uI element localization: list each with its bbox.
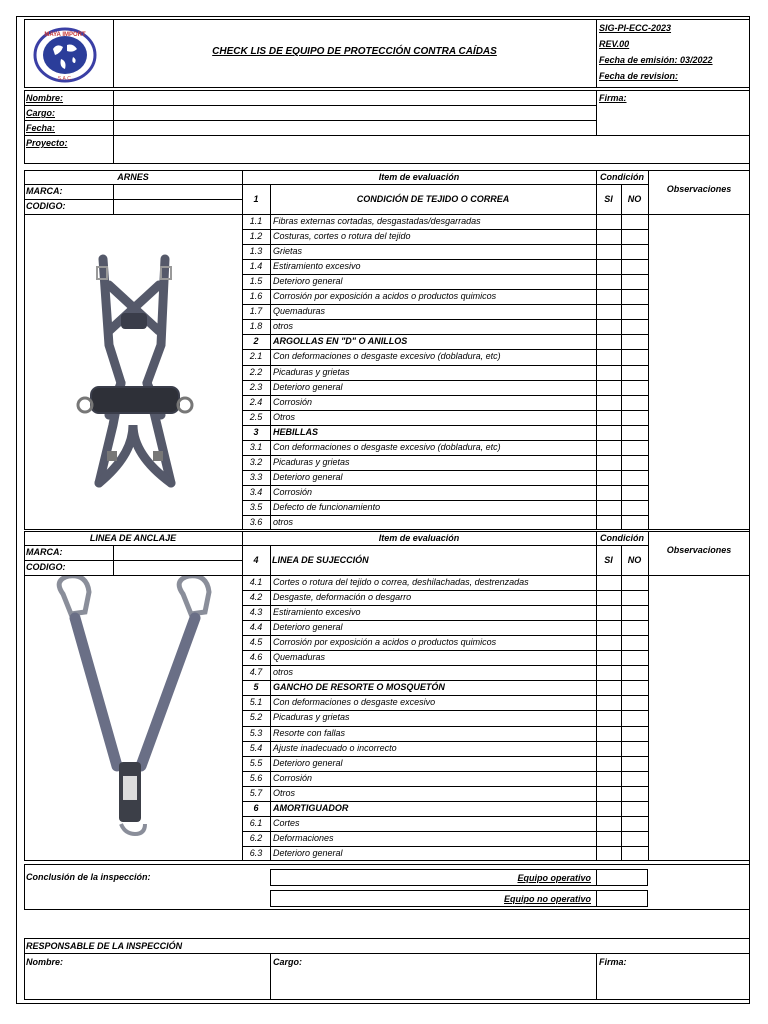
- item-description: Con deformaciones o desgaste excesivo (dobladura, etc): [273, 351, 501, 362]
- item-number: 6.2: [249, 832, 263, 843]
- proyecto-label: Proyecto:: [26, 138, 68, 148]
- item-number: 1.8: [249, 321, 263, 332]
- no-operativo-label: Equipo no operativo: [504, 894, 591, 904]
- si-checkbox-cell[interactable]: [597, 305, 620, 318]
- item-number: 2.2: [249, 366, 263, 377]
- item-description: Estiramiento excesivo: [273, 261, 361, 272]
- no-checkbox-cell[interactable]: [622, 381, 647, 394]
- no-checkbox-cell[interactable]: [622, 275, 647, 288]
- nombre-label: Nombre:: [26, 93, 64, 103]
- revision-date: Fecha de revision:: [599, 71, 679, 81]
- item-description: Deterioro general: [273, 276, 343, 287]
- operativo-label: Equipo operativo: [517, 873, 591, 883]
- item-description: otros: [273, 667, 294, 678]
- no-checkbox-cell[interactable]: [622, 305, 647, 318]
- si-checkbox-cell[interactable]: [597, 847, 620, 860]
- item-number: 6: [253, 802, 259, 813]
- si-checkbox-cell[interactable]: [597, 230, 620, 243]
- item-number: 5.5: [249, 757, 263, 768]
- firma-field[interactable]: [597, 106, 749, 134]
- item-description: Deterioro general: [273, 757, 343, 768]
- item-description: Cortes: [273, 817, 300, 828]
- section2-group-title: LINEA DE SUJECCIÓN: [272, 555, 369, 565]
- item-number: 3.6: [249, 517, 263, 528]
- document-title: CHECK LIS DE EQUIPO DE PROTECCIÓN CONTRA CAÍDAS: [212, 46, 497, 57]
- si-checkbox-cell[interactable]: [597, 832, 620, 845]
- si-checkbox-cell[interactable]: [597, 742, 620, 755]
- item-number: 4.3: [249, 607, 263, 618]
- si-checkbox-cell[interactable]: [597, 636, 620, 649]
- item-number: 4.2: [249, 592, 263, 603]
- si-checkbox-cell[interactable]: [597, 441, 620, 454]
- section1-item-header: Item de evaluación: [378, 172, 460, 182]
- document-revision: REV.00: [599, 39, 630, 49]
- item-description: Fibras externas cortadas, desgastadas/desgarradas: [273, 216, 481, 227]
- item-number: 5.7: [249, 787, 263, 798]
- si-checkbox-cell[interactable]: [597, 772, 620, 785]
- si-checkbox-cell[interactable]: [597, 471, 620, 484]
- item-description: Quemaduras: [273, 652, 326, 663]
- fecha-label: Fecha:: [26, 123, 56, 133]
- section2-observations-header: Observaciones: [666, 545, 732, 555]
- section2-group-number: 4: [253, 555, 259, 565]
- section1-observations-header: Observaciones: [666, 184, 732, 194]
- si-checkbox-cell[interactable]: [597, 456, 620, 469]
- nombre-field[interactable]: [114, 91, 595, 104]
- cargo-label: Cargo:: [26, 108, 55, 118]
- section2-item-header: Item de evaluación: [378, 533, 460, 543]
- item-number: 1.2: [249, 231, 263, 242]
- fecha-field[interactable]: [114, 121, 595, 134]
- si-checkbox-cell[interactable]: [597, 501, 620, 514]
- no-checkbox-cell[interactable]: [622, 320, 647, 333]
- section2-no-header: NO: [627, 555, 642, 565]
- item-description: Picaduras y grietas: [273, 366, 350, 377]
- item-number: 3.4: [249, 486, 263, 497]
- item-number: 6.1: [249, 817, 263, 828]
- no-checkbox-cell[interactable]: [622, 471, 647, 484]
- item-number: 2.1: [249, 351, 263, 362]
- no-checkbox-cell[interactable]: [622, 516, 647, 529]
- item-number: 3.3: [249, 471, 263, 482]
- harness-image: [25, 215, 241, 529]
- si-checkbox-cell[interactable]: [597, 260, 620, 273]
- group-heading: HEBILLAS: [273, 426, 318, 437]
- operativo-checkbox[interactable]: [597, 870, 647, 885]
- item-number: 2.3: [249, 381, 263, 392]
- section1-group-title: CONDICIÓN DE TEJIDO O CORREA: [356, 194, 510, 204]
- cargo-field[interactable]: [114, 106, 595, 119]
- responsable-firma-label: Firma:: [599, 957, 627, 967]
- item-description: Corrosión: [273, 396, 313, 407]
- no-checkbox-cell[interactable]: [622, 396, 647, 409]
- section1-condition-header: Condición: [600, 172, 644, 182]
- no-checkbox-cell[interactable]: [622, 696, 647, 709]
- section1-codigo-field[interactable]: [114, 200, 241, 213]
- item-description: Costuras, cortes o rotura del tejido: [273, 231, 411, 242]
- no-checkbox-cell[interactable]: [622, 651, 647, 664]
- logo-text: MAYA IMPORT: [44, 32, 86, 38]
- item-description: Ajuste inadecuado o incorrecto: [273, 742, 397, 753]
- no-operativo-checkbox[interactable]: [597, 891, 647, 906]
- section1-si-header: SI: [604, 194, 613, 204]
- si-checkbox-cell[interactable]: [597, 335, 620, 348]
- item-number: 2.5: [249, 411, 263, 422]
- no-checkbox-cell[interactable]: [622, 817, 647, 830]
- item-description: Con deformaciones o desgaste excesivo (dobladura, etc): [273, 441, 501, 452]
- item-description: Picaduras y grietas: [273, 712, 350, 723]
- item-description: Grietas: [273, 246, 303, 257]
- si-checkbox-cell[interactable]: [597, 396, 620, 409]
- no-checkbox-cell[interactable]: [622, 666, 647, 679]
- no-checkbox-cell[interactable]: [622, 486, 647, 499]
- item-description: Defecto de funcionamiento: [273, 501, 381, 512]
- section2-equipment-title: LINEA DE ANCLAJE: [89, 533, 177, 543]
- si-checkbox-cell[interactable]: [597, 366, 620, 379]
- si-checkbox-cell[interactable]: [597, 802, 620, 815]
- document-code: SIG-PI-ECC-2023: [599, 23, 672, 33]
- item-number: 4.4: [249, 622, 263, 633]
- no-checkbox-cell[interactable]: [622, 441, 647, 454]
- section1-equipment-title: ARNES: [117, 172, 149, 182]
- no-checkbox-cell[interactable]: [622, 847, 647, 860]
- si-checkbox-cell[interactable]: [597, 817, 620, 830]
- si-checkbox-cell[interactable]: [597, 651, 620, 664]
- no-checkbox-cell[interactable]: [622, 591, 647, 604]
- item-description: Deterioro general: [273, 622, 343, 633]
- si-checkbox-cell[interactable]: [597, 711, 620, 724]
- item-description: Picaduras y grietas: [273, 456, 350, 467]
- responsable-cargo-field[interactable]: [271, 969, 595, 999]
- item-number: 2: [253, 336, 259, 347]
- section2-si-header: SI: [604, 555, 613, 565]
- si-checkbox-cell[interactable]: [597, 350, 620, 363]
- no-checkbox-cell[interactable]: [622, 411, 647, 424]
- section1-group-number: 1: [253, 194, 259, 204]
- conclusion-label: Conclusión de la inspección:: [26, 872, 151, 882]
- group-heading: AMORTIGUADOR: [273, 802, 349, 813]
- item-description: Deformaciones: [273, 832, 334, 843]
- si-checkbox-cell[interactable]: [597, 621, 620, 634]
- section2-condition-header: Condición: [600, 533, 644, 543]
- group-heading: GANCHO DE RESORTE O MOSQUETÓN: [273, 682, 445, 693]
- no-checkbox-cell[interactable]: [622, 681, 647, 694]
- no-checkbox-cell[interactable]: [622, 501, 647, 514]
- si-checkbox-cell[interactable]: [597, 486, 620, 499]
- item-description: Otros: [273, 411, 296, 422]
- lanyard-image: [25, 576, 241, 860]
- group-heading: ARGOLLAS EN "D" O ANILLOS: [273, 336, 408, 347]
- item-number: 1.1: [249, 216, 263, 227]
- si-checkbox-cell[interactable]: [597, 320, 620, 333]
- firma-label: Firma:: [599, 93, 627, 103]
- no-checkbox-cell[interactable]: [622, 742, 647, 755]
- si-checkbox-cell[interactable]: [597, 411, 620, 424]
- item-number: 5.2: [249, 712, 263, 723]
- section2-marca-label: MARCA:: [26, 547, 63, 557]
- no-checkbox-cell[interactable]: [622, 787, 647, 800]
- item-number: 1.4: [249, 261, 263, 272]
- item-description: Deterioro general: [273, 471, 343, 482]
- item-number: 5.3: [249, 727, 263, 738]
- si-checkbox-cell[interactable]: [597, 245, 620, 258]
- no-checkbox-cell[interactable]: [622, 215, 647, 228]
- item-number: 1.5: [249, 276, 263, 287]
- item-number: 5.4: [249, 742, 263, 753]
- item-description: Corrosión: [273, 486, 313, 497]
- si-checkbox-cell[interactable]: [597, 681, 620, 694]
- si-checkbox-cell[interactable]: [597, 381, 620, 394]
- item-description: Otros: [273, 787, 296, 798]
- responsable-firma-field[interactable]: [597, 969, 749, 999]
- item-description: otros: [273, 517, 294, 528]
- responsable-title: RESPONSABLE DE LA INSPECCIÓN: [26, 941, 183, 951]
- si-checkbox-cell[interactable]: [597, 787, 620, 800]
- section1-observations-field[interactable]: [649, 215, 749, 529]
- item-number: 1.7: [249, 306, 263, 317]
- no-checkbox-cell[interactable]: [622, 802, 647, 815]
- item-description: Corrosión por exposición a acidos o productos quimicos: [273, 637, 497, 648]
- no-checkbox-cell[interactable]: [622, 230, 647, 243]
- no-checkbox-cell[interactable]: [622, 245, 647, 258]
- item-description: Cortes o rotura del tejido o correa, deshilachadas, destrenzadas: [273, 577, 529, 588]
- item-description: Corrosión por exposición a acidos o productos quimicos: [273, 291, 497, 302]
- item-description: otros: [273, 321, 294, 332]
- item-number: 5: [253, 682, 259, 693]
- no-checkbox-cell[interactable]: [622, 636, 647, 649]
- section2-codigo-label: CODIGO:: [26, 562, 66, 572]
- item-number: 1.3: [249, 246, 263, 257]
- item-description: Deterioro general: [273, 381, 343, 392]
- responsable-nombre-field[interactable]: [25, 969, 269, 999]
- no-checkbox-cell[interactable]: [622, 621, 647, 634]
- section1-marca-label: MARCA:: [26, 186, 63, 196]
- si-checkbox-cell[interactable]: [597, 666, 620, 679]
- si-checkbox-cell[interactable]: [597, 426, 620, 439]
- item-number: 4.7: [249, 667, 263, 678]
- issue-date: Fecha de emisión: 03/2022: [599, 55, 713, 65]
- item-number: 5.6: [249, 772, 263, 783]
- checklist-page: [16, 16, 750, 1004]
- item-number: 4.5: [249, 637, 263, 648]
- si-checkbox-cell[interactable]: [597, 275, 620, 288]
- item-description: Corrosión: [273, 772, 313, 783]
- si-checkbox-cell[interactable]: [597, 606, 620, 619]
- no-checkbox-cell[interactable]: [622, 832, 647, 845]
- no-checkbox-cell[interactable]: [622, 576, 647, 589]
- item-description: Deterioro general: [273, 847, 343, 858]
- section1-marca-field[interactable]: [114, 185, 241, 198]
- no-checkbox-cell[interactable]: [622, 426, 647, 439]
- no-checkbox-cell[interactable]: [622, 350, 647, 363]
- si-checkbox-cell[interactable]: [597, 757, 620, 770]
- si-checkbox-cell[interactable]: [597, 727, 620, 740]
- responsable-cargo-label: Cargo:: [273, 957, 302, 967]
- logo-sub: S.A.C.: [57, 76, 73, 82]
- no-checkbox-cell[interactable]: [622, 606, 647, 619]
- no-checkbox-cell[interactable]: [622, 260, 647, 273]
- no-checkbox-cell[interactable]: [622, 456, 647, 469]
- section2-marca-field[interactable]: [114, 546, 241, 559]
- no-checkbox-cell[interactable]: [622, 757, 647, 770]
- section2-observations-field[interactable]: [649, 576, 749, 860]
- item-number: 3: [253, 426, 259, 437]
- item-number: 3.5: [249, 501, 263, 512]
- item-number: 1.6: [249, 291, 263, 302]
- no-checkbox-cell[interactable]: [622, 335, 647, 348]
- si-checkbox-cell[interactable]: [597, 290, 620, 303]
- item-description: Quemaduras: [273, 306, 326, 317]
- item-number: 4.1: [249, 577, 263, 588]
- item-description: Estiramiento excesivo: [273, 607, 361, 618]
- item-description: Desgaste, deformación o desgarro: [273, 592, 412, 603]
- item-number: 2.4: [249, 396, 263, 407]
- item-number: 6.3: [249, 847, 263, 858]
- section1-no-header: NO: [627, 194, 642, 204]
- proyecto-field[interactable]: [114, 136, 749, 163]
- item-number: 5.1: [249, 697, 263, 708]
- no-checkbox-cell[interactable]: [622, 727, 647, 740]
- item-description: Resorte con fallas: [273, 727, 346, 738]
- item-number: 3.1: [249, 441, 263, 452]
- company-logo: [33, 27, 97, 88]
- si-checkbox-cell[interactable]: [597, 215, 620, 228]
- si-checkbox-cell[interactable]: [597, 576, 620, 589]
- section2-codigo-field[interactable]: [114, 561, 241, 574]
- no-checkbox-cell[interactable]: [622, 711, 647, 724]
- si-checkbox-cell[interactable]: [597, 696, 620, 709]
- no-checkbox-cell[interactable]: [622, 772, 647, 785]
- responsable-nombre-label: Nombre:: [26, 957, 64, 967]
- si-checkbox-cell[interactable]: [597, 591, 620, 604]
- item-number: 4.6: [249, 652, 263, 663]
- item-description: Con deformaciones o desgaste excesivo: [273, 697, 436, 708]
- no-checkbox-cell[interactable]: [622, 366, 647, 379]
- item-number: 3.2: [249, 456, 263, 467]
- no-checkbox-cell[interactable]: [622, 290, 647, 303]
- section1-codigo-label: CODIGO:: [26, 201, 66, 211]
- si-checkbox-cell[interactable]: [597, 516, 620, 529]
